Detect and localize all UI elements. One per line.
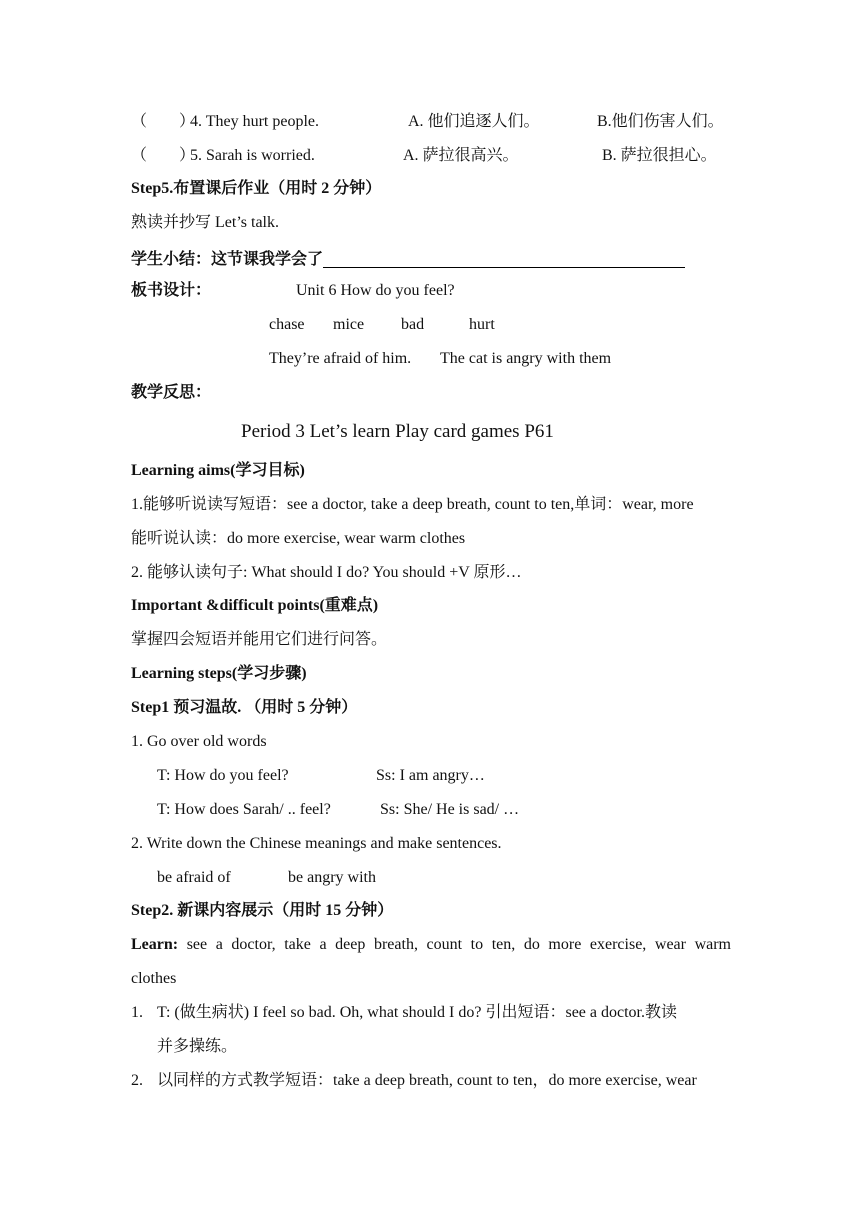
aims-line-2: 能听说认读：do more exercise, wear warm clothes <box>131 530 466 547</box>
step2-item-1: T: (做生病状) I feel so bad. Oh, what should I do? 引出短语：see a doctor.教读 <box>157 1004 677 1021</box>
board-sentence-2: The cat is angry with them <box>440 350 612 367</box>
step2-item-2: 以同样的方式教学短语：take a deep breath, count to ten，do more exercise, wear <box>157 1072 697 1089</box>
step2-learn-line <box>131 937 731 953</box>
step1-student-line-2: Ss: She/ He is sad/ … <box>380 801 520 818</box>
step1-phrase-2: be angry with <box>288 869 376 886</box>
step2-learn-label: Learn: <box>131 936 179 953</box>
step2-learn-continued: clothes <box>131 970 177 987</box>
board-word-mice: mice <box>333 316 365 333</box>
aims-line-1: 1.能够听说读写短语：see a doctor, take a deep breath, count to ten,单词：wear, more <box>131 496 694 513</box>
step1-item-1: 1. Go over old words <box>131 733 267 750</box>
board-label: 板书设计： <box>131 282 212 299</box>
step2-item-1-continued: 并多操练。 <box>157 1038 238 1055</box>
board-word-hurt: hurt <box>469 316 495 333</box>
quiz-4-option-a: A. 他们追逐人们。 <box>408 113 540 130</box>
summary-label: 学生小结：这节课我学会了 <box>131 251 324 268</box>
board-word-chase: chase <box>269 316 305 333</box>
board-title: Unit 6 How do you feel? <box>296 282 455 299</box>
quiz-5-bracket: （ ） <box>131 147 196 164</box>
step5-heading: Step5.布置课后作业（用时 2 分钟） <box>131 180 382 197</box>
steps-heading: Learning steps(学习步骤) <box>131 665 307 682</box>
step2-learn-text: see a doctor, take a deep breath, count to ten, do more exercise, wear warm <box>178 936 731 953</box>
step1-student-line-1: Ss: I am angry… <box>376 767 485 784</box>
step2-heading: Step2. 新课内容展示（用时 15 分钟） <box>131 902 394 919</box>
points-text: 掌握四会短语并能用它们进行问答。 <box>131 631 388 648</box>
quiz-5-option-a: A. 萨拉很高兴。 <box>403 147 519 164</box>
points-heading: Important &difficult points(重难点) <box>131 597 379 614</box>
quiz-4-bracket: （ ） <box>131 113 196 130</box>
period-title: Period 3 Let’s learn Play card games P61 <box>241 421 554 442</box>
board-word-bad: bad <box>401 316 425 333</box>
quiz-4-question: 4. They hurt people. <box>190 113 320 130</box>
quiz-5-option-b: B. 萨拉很担心。 <box>602 147 717 164</box>
step2-item-1-number: 1. <box>131 1004 143 1021</box>
reflection-label: 教学反思： <box>131 384 212 401</box>
step2-item-2-number: 2. <box>131 1072 143 1089</box>
step1-teacher-line-2: T: How does Sarah/ .. feel? <box>157 801 331 818</box>
step5-text: 熟读并抄写 Let’s talk. <box>131 214 279 231</box>
step1-teacher-line-1: T: How do you feel? <box>157 767 289 784</box>
step1-phrase-1: be afraid of <box>157 869 231 886</box>
aims-line-3: 2. 能够认读句子: What should I do? You should +V 原形… <box>131 564 522 581</box>
step1-item-2: 2. Write down the Chinese meanings and make sentences. <box>131 835 502 852</box>
step1-heading: Step1 预习温故. （用时 5 分钟） <box>131 699 358 716</box>
summary-row <box>131 249 685 268</box>
aims-heading: Learning aims(学习目标) <box>131 462 305 479</box>
board-sentence-1: They’re afraid of him. <box>269 350 412 367</box>
quiz-5-question: 5. Sarah is worried. <box>190 147 315 164</box>
summary-blank-line <box>323 249 685 268</box>
quiz-4-option-b: B.他们伤害人们。 <box>597 113 724 130</box>
